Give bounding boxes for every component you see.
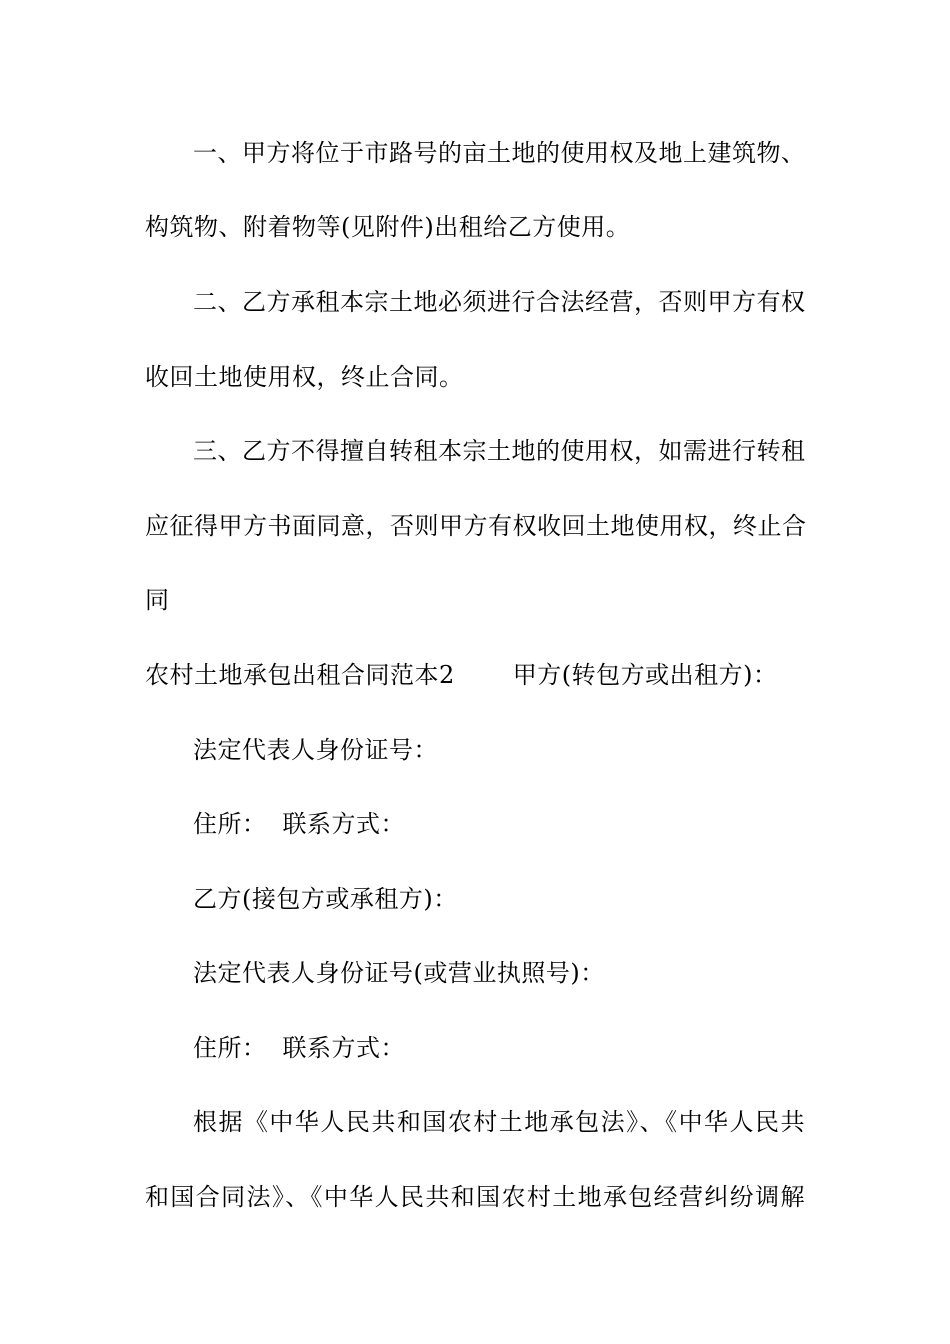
party-a-address-line [193, 808, 805, 840]
party-a-id-field: 法定代表人身份证号： [193, 736, 438, 764]
clause-3-line-3: 同 [145, 586, 170, 614]
party-b-label: 乙方(接包方或承租方)： [193, 885, 458, 913]
party-b-address-label: 住所： [193, 1034, 267, 1062]
clause-2-line-1: 二、乙方承租本宗土地必须进行合法经营，否则甲方有权 [193, 288, 806, 316]
clause-3-line-2: 应征得甲方书面同意，否则甲方有权收回土地使用权，终止合 [145, 512, 807, 540]
basis-line-2: 和国合同法》、《中华人民共和国农村土地承包经营纠纷调解 [145, 1183, 805, 1211]
clause-2-line-2: 收回土地使用权，终止合同。 [145, 363, 464, 391]
clause-1-line-2: 构筑物、附着物等(见附件)出租给乙方使用。 [145, 213, 631, 241]
party-b-id-field: 法定代表人身份证号(或营业执照号)： [193, 959, 605, 987]
clause-3-line-1: 三、乙方不得擅自转租本宗土地的使用权，如需进行转租 [193, 437, 806, 465]
party-b-address-line [193, 1032, 805, 1064]
party-a-label: 甲方(转包方或出租方)： [512, 661, 778, 689]
party-a-contact-label: 联系方式： [282, 810, 405, 838]
party-b-contact-label: 联系方式： [282, 1034, 405, 1062]
clause-1-line-1: 一、甲方将位于市路号的亩土地的使用权及地上建筑物、 [193, 139, 806, 167]
contract-title: 农村土地承包出租合同范本2 [145, 661, 455, 689]
contract-heading-line [145, 659, 805, 691]
party-a-address-label: 住所： [193, 810, 267, 838]
basis-line-1: 根据《中华人民共和国农村土地承包法》、《中华人民共 [193, 1108, 805, 1136]
